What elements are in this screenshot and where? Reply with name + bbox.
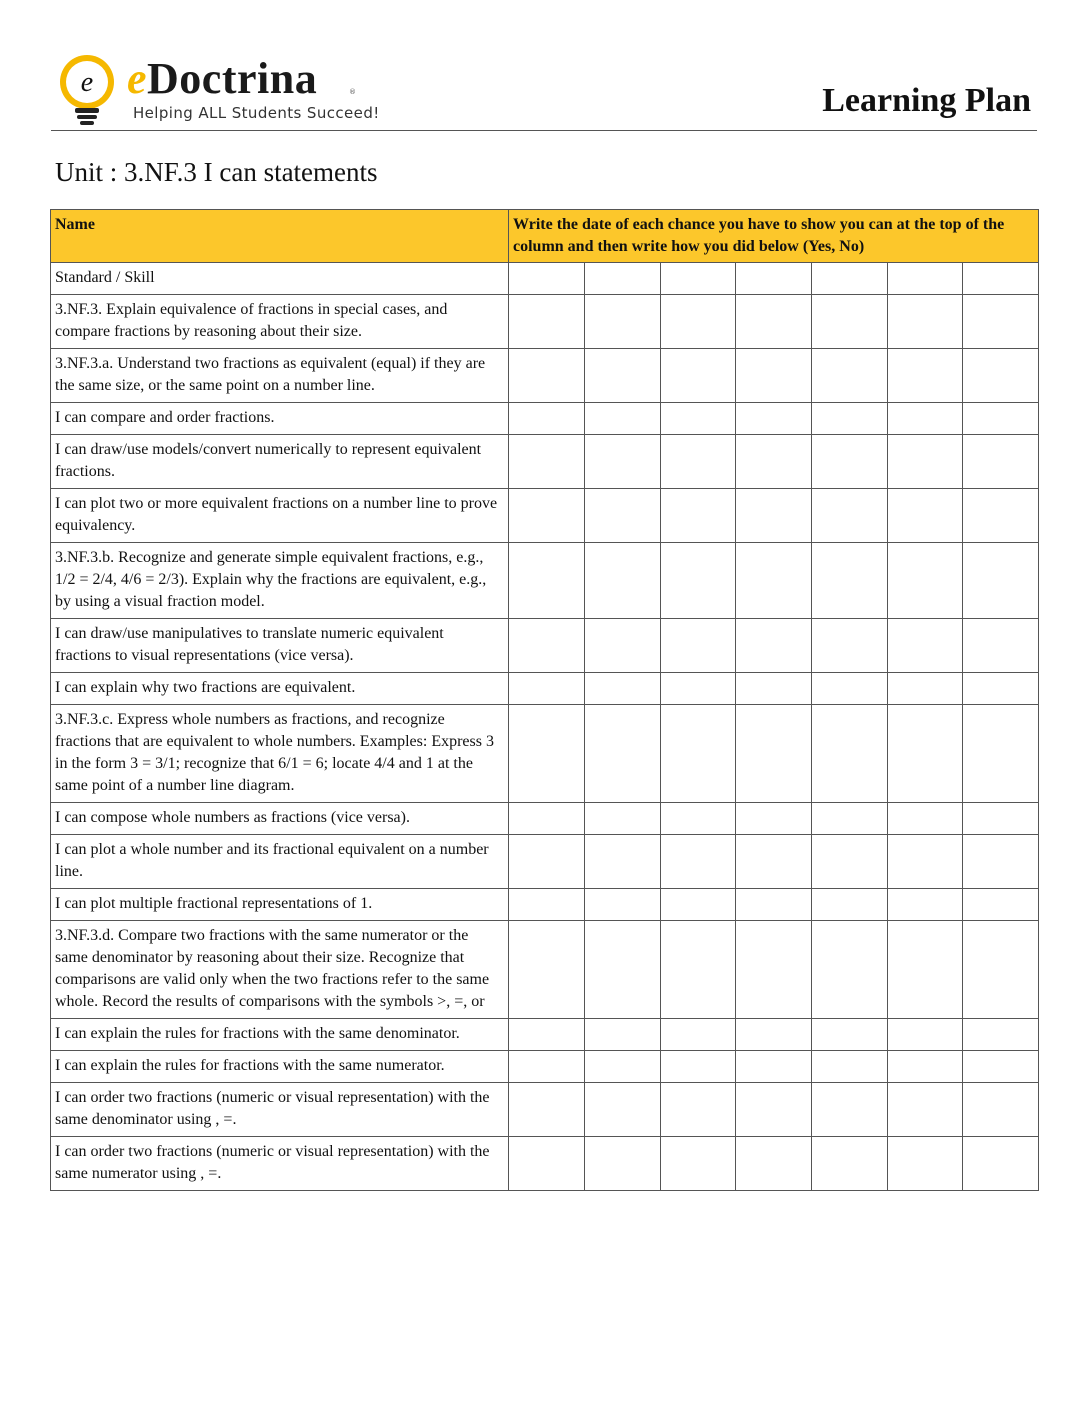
edoctrina-logo bbox=[53, 52, 380, 128]
date-entry-cell[interactable] bbox=[509, 803, 585, 835]
date-entry-cell[interactable] bbox=[736, 295, 812, 349]
date-entry-cell[interactable] bbox=[812, 403, 888, 435]
table-row bbox=[51, 435, 1039, 489]
date-entry-cell[interactable] bbox=[812, 803, 888, 835]
table-header-row bbox=[51, 210, 1039, 263]
date-entry-cell[interactable] bbox=[963, 835, 1039, 889]
date-entry-cell[interactable] bbox=[661, 889, 736, 921]
date-entry-cell[interactable] bbox=[736, 403, 812, 435]
date-entry-cell[interactable] bbox=[585, 543, 661, 619]
brand-prefix: e bbox=[127, 54, 148, 103]
date-entry-cell[interactable] bbox=[509, 921, 585, 1019]
date-entry-cell[interactable] bbox=[661, 619, 736, 673]
date-entry-cell[interactable] bbox=[888, 295, 963, 349]
date-entry-cell[interactable] bbox=[509, 349, 585, 403]
date-entry-cell[interactable] bbox=[812, 1083, 888, 1137]
date-entry-cell[interactable] bbox=[736, 263, 812, 295]
date-entry-cell[interactable] bbox=[509, 1019, 585, 1051]
date-entry-cell[interactable] bbox=[736, 889, 812, 921]
date-entry-cell[interactable] bbox=[585, 295, 661, 349]
date-entry-cell[interactable] bbox=[585, 1019, 661, 1051]
date-entry-cell[interactable] bbox=[736, 835, 812, 889]
date-entry-cell[interactable] bbox=[509, 705, 585, 803]
date-entry-cell[interactable] bbox=[963, 619, 1039, 673]
date-entry-cell[interactable] bbox=[963, 263, 1039, 295]
table-row bbox=[51, 835, 1039, 889]
skill-cell: 3.NF.3.b. Recognize and generate simple equivalent fractions, e.g., 1/2 = 2/4, 4/6 = 2/3). Explain why the fractions are equivalent, e.g., by using a visual fraction model. bbox=[51, 543, 509, 619]
table-row bbox=[51, 803, 1039, 835]
skill-cell: I can draw/use models/convert numerically to represent equivalent fractions. bbox=[51, 435, 509, 489]
date-entry-cell[interactable] bbox=[509, 1083, 585, 1137]
date-entry-cell[interactable] bbox=[963, 1051, 1039, 1083]
table-row bbox=[51, 349, 1039, 403]
date-entry-cell[interactable] bbox=[963, 435, 1039, 489]
date-entry-cell[interactable] bbox=[888, 673, 963, 705]
skill-cell: I can plot a whole number and its fractional equivalent on a number line. bbox=[51, 835, 509, 889]
date-entry-cell[interactable] bbox=[736, 803, 812, 835]
date-entry-cell[interactable] bbox=[963, 349, 1039, 403]
date-entry-cell[interactable] bbox=[585, 835, 661, 889]
date-entry-cell[interactable] bbox=[963, 803, 1039, 835]
date-entry-cell[interactable] bbox=[812, 1051, 888, 1083]
date-entry-cell[interactable] bbox=[888, 889, 963, 921]
skill-cell: 3.NF.3.a. Understand two fractions as equivalent (equal) if they are the same size, or the same point on a number line. bbox=[51, 349, 509, 403]
table-body bbox=[51, 263, 1039, 1191]
date-entry-cell[interactable] bbox=[585, 403, 661, 435]
date-entry-cell[interactable] bbox=[509, 673, 585, 705]
date-entry-cell[interactable] bbox=[963, 889, 1039, 921]
date-entry-cell[interactable] bbox=[888, 435, 963, 489]
date-entry-cell[interactable] bbox=[963, 295, 1039, 349]
date-entry-cell[interactable] bbox=[736, 543, 812, 619]
logo-letter: e bbox=[80, 67, 94, 98]
date-entry-cell[interactable] bbox=[509, 403, 585, 435]
date-entry-cell[interactable] bbox=[888, 1019, 963, 1051]
skill-cell: I can explain why two fractions are equivalent. bbox=[51, 673, 509, 705]
skill-cell: I can order two fractions (numeric or visual representation) with the same denominator using , =. bbox=[51, 1083, 509, 1137]
lightbulb-icon bbox=[53, 52, 125, 128]
date-entry-cell[interactable] bbox=[661, 921, 736, 1019]
trademark-mark: ® bbox=[349, 88, 356, 96]
date-entry-cell[interactable] bbox=[661, 543, 736, 619]
date-entry-cell[interactable] bbox=[812, 489, 888, 543]
date-entry-cell[interactable] bbox=[585, 435, 661, 489]
date-entry-cell[interactable] bbox=[585, 889, 661, 921]
date-entry-cell[interactable] bbox=[585, 263, 661, 295]
date-entry-cell[interactable] bbox=[661, 1019, 736, 1051]
date-entry-cell[interactable] bbox=[736, 489, 812, 543]
date-entry-cell[interactable] bbox=[509, 835, 585, 889]
skill-cell: I can draw/use manipulatives to translate numeric equivalent fractions to visual representations (vice versa). bbox=[51, 619, 509, 673]
skill-cell: 3.NF.3.d. Compare two fractions with the same numerator or the same denominator by reasoning about their size. Recognize that comparisons are valid only when the two fractions refer to the same whole. Record the results of comparisons with the symbols >, =, or bbox=[51, 921, 509, 1019]
date-entry-cell[interactable] bbox=[661, 349, 736, 403]
date-entry-cell[interactable] bbox=[888, 543, 963, 619]
skill-cell: Standard / Skill bbox=[51, 263, 509, 295]
date-entry-cell[interactable] bbox=[509, 889, 585, 921]
date-entry-cell[interactable] bbox=[963, 1137, 1039, 1191]
brand-name bbox=[127, 54, 317, 104]
date-entry-cell[interactable] bbox=[888, 349, 963, 403]
date-entry-cell[interactable] bbox=[509, 1051, 585, 1083]
table-row bbox=[51, 489, 1039, 543]
date-entry-cell[interactable] bbox=[888, 1137, 963, 1191]
date-entry-cell[interactable] bbox=[509, 435, 585, 489]
table-row bbox=[51, 673, 1039, 705]
date-entry-cell[interactable] bbox=[963, 1083, 1039, 1137]
date-entry-cell[interactable] bbox=[812, 835, 888, 889]
date-entry-cell[interactable] bbox=[963, 673, 1039, 705]
date-entry-cell[interactable] bbox=[736, 705, 812, 803]
date-entry-cell[interactable] bbox=[661, 435, 736, 489]
skill-cell: I can order two fractions (numeric or visual representation) with the same numerator using , =. bbox=[51, 1137, 509, 1191]
table-row bbox=[51, 263, 1039, 295]
table-row bbox=[51, 889, 1039, 921]
table-row bbox=[51, 1083, 1039, 1137]
date-entry-cell[interactable] bbox=[888, 619, 963, 673]
date-entry-cell[interactable] bbox=[888, 489, 963, 543]
table-row bbox=[51, 705, 1039, 803]
date-entry-cell[interactable] bbox=[661, 403, 736, 435]
date-entry-cell[interactable] bbox=[661, 489, 736, 543]
date-entry-cell[interactable] bbox=[736, 673, 812, 705]
date-entry-cell[interactable] bbox=[509, 543, 585, 619]
date-entry-cell[interactable] bbox=[812, 705, 888, 803]
table-row bbox=[51, 619, 1039, 673]
date-entry-cell[interactable] bbox=[585, 489, 661, 543]
date-entry-cell[interactable] bbox=[812, 673, 888, 705]
date-entry-cell[interactable] bbox=[585, 1137, 661, 1191]
date-entry-cell[interactable] bbox=[585, 1051, 661, 1083]
date-entry-cell[interactable] bbox=[585, 673, 661, 705]
table-row bbox=[51, 1019, 1039, 1051]
date-entry-cell[interactable] bbox=[888, 705, 963, 803]
date-entry-cell[interactable] bbox=[888, 803, 963, 835]
date-entry-cell[interactable] bbox=[585, 705, 661, 803]
date-entry-cell[interactable] bbox=[888, 263, 963, 295]
date-entry-cell[interactable] bbox=[509, 295, 585, 349]
date-entry-cell[interactable] bbox=[963, 543, 1039, 619]
table-row bbox=[51, 1137, 1039, 1191]
table-row bbox=[51, 1051, 1039, 1083]
date-entry-cell[interactable] bbox=[812, 619, 888, 673]
name-header: Name bbox=[51, 210, 509, 263]
date-entry-cell[interactable] bbox=[661, 263, 736, 295]
brand-tagline: Helping ALL Students Succeed! bbox=[133, 104, 380, 122]
date-entry-cell[interactable] bbox=[661, 295, 736, 349]
document-title: Learning Plan bbox=[822, 82, 1031, 119]
skill-cell: I can compose whole numbers as fractions (vice versa). bbox=[51, 803, 509, 835]
date-entry-cell[interactable] bbox=[585, 619, 661, 673]
date-entry-cell[interactable] bbox=[963, 403, 1039, 435]
skill-cell: I can compare and order fractions. bbox=[51, 403, 509, 435]
date-entry-cell[interactable] bbox=[736, 1137, 812, 1191]
date-entry-cell[interactable] bbox=[812, 295, 888, 349]
skill-cell: I can explain the rules for fractions with the same numerator. bbox=[51, 1051, 509, 1083]
date-entry-cell[interactable] bbox=[812, 921, 888, 1019]
unit-title: Unit : 3.NF.3 I can statements bbox=[55, 157, 378, 187]
instruction-header: Write the date of each chance you have to show you can at the top of the column and then write how you did below (Yes, No) bbox=[509, 210, 1039, 263]
date-entry-cell[interactable] bbox=[736, 1083, 812, 1137]
date-entry-cell[interactable] bbox=[888, 403, 963, 435]
table-row bbox=[51, 295, 1039, 349]
date-entry-cell[interactable] bbox=[661, 705, 736, 803]
date-entry-cell[interactable] bbox=[963, 1019, 1039, 1051]
date-entry-cell[interactable] bbox=[963, 489, 1039, 543]
date-entry-cell[interactable] bbox=[888, 1083, 963, 1137]
date-entry-cell[interactable] bbox=[509, 263, 585, 295]
date-entry-cell[interactable] bbox=[585, 921, 661, 1019]
date-entry-cell[interactable] bbox=[736, 1051, 812, 1083]
date-entry-cell[interactable] bbox=[963, 705, 1039, 803]
date-entry-cell[interactable] bbox=[812, 435, 888, 489]
date-entry-cell[interactable] bbox=[661, 1051, 736, 1083]
date-entry-cell[interactable] bbox=[888, 921, 963, 1019]
date-entry-cell[interactable] bbox=[812, 349, 888, 403]
date-entry-cell[interactable] bbox=[736, 619, 812, 673]
date-entry-cell[interactable] bbox=[812, 1137, 888, 1191]
date-entry-cell[interactable] bbox=[963, 921, 1039, 1019]
date-entry-cell[interactable] bbox=[661, 803, 736, 835]
date-entry-cell[interactable] bbox=[812, 543, 888, 619]
skill-cell: I can explain the rules for fractions with the same denominator. bbox=[51, 1019, 509, 1051]
date-entry-cell[interactable] bbox=[736, 921, 812, 1019]
brand-rest: Doctrina bbox=[147, 54, 318, 103]
date-entry-cell[interactable] bbox=[661, 673, 736, 705]
skill-cell: I can plot multiple fractional representations of 1. bbox=[51, 889, 509, 921]
date-entry-cell[interactable] bbox=[585, 803, 661, 835]
date-entry-cell[interactable] bbox=[661, 1137, 736, 1191]
date-entry-cell[interactable] bbox=[736, 435, 812, 489]
date-entry-cell[interactable] bbox=[661, 1083, 736, 1137]
page-header bbox=[51, 52, 1037, 131]
table-row bbox=[51, 921, 1039, 1019]
skill-cell: 3.NF.3.c. Express whole numbers as fractions, and recognize fractions that are equivalent to whole numbers. Examples: Express 3 in the form 3 = 3/1; recognize that 6/1 = 6; locate 4/4 and 1 at the same point of a number line diagram. bbox=[51, 705, 509, 803]
date-entry-cell[interactable] bbox=[812, 889, 888, 921]
date-entry-cell[interactable] bbox=[509, 1137, 585, 1191]
date-entry-cell[interactable] bbox=[736, 349, 812, 403]
date-entry-cell[interactable] bbox=[736, 1019, 812, 1051]
learning-plan-table bbox=[50, 209, 1039, 1191]
date-entry-cell[interactable] bbox=[585, 1083, 661, 1137]
table-row bbox=[51, 403, 1039, 435]
date-entry-cell[interactable] bbox=[661, 835, 736, 889]
date-entry-cell[interactable] bbox=[812, 263, 888, 295]
date-entry-cell[interactable] bbox=[585, 349, 661, 403]
date-entry-cell[interactable] bbox=[888, 835, 963, 889]
table-row bbox=[51, 543, 1039, 619]
date-entry-cell[interactable] bbox=[509, 619, 585, 673]
skill-cell: I can plot two or more equivalent fractions on a number line to prove equivalency. bbox=[51, 489, 509, 543]
date-entry-cell[interactable] bbox=[509, 489, 585, 543]
date-entry-cell[interactable] bbox=[812, 1019, 888, 1051]
date-entry-cell[interactable] bbox=[888, 1051, 963, 1083]
skill-cell: 3.NF.3. Explain equivalence of fractions in special cases, and compare fractions by reasoning about their size. bbox=[51, 295, 509, 349]
